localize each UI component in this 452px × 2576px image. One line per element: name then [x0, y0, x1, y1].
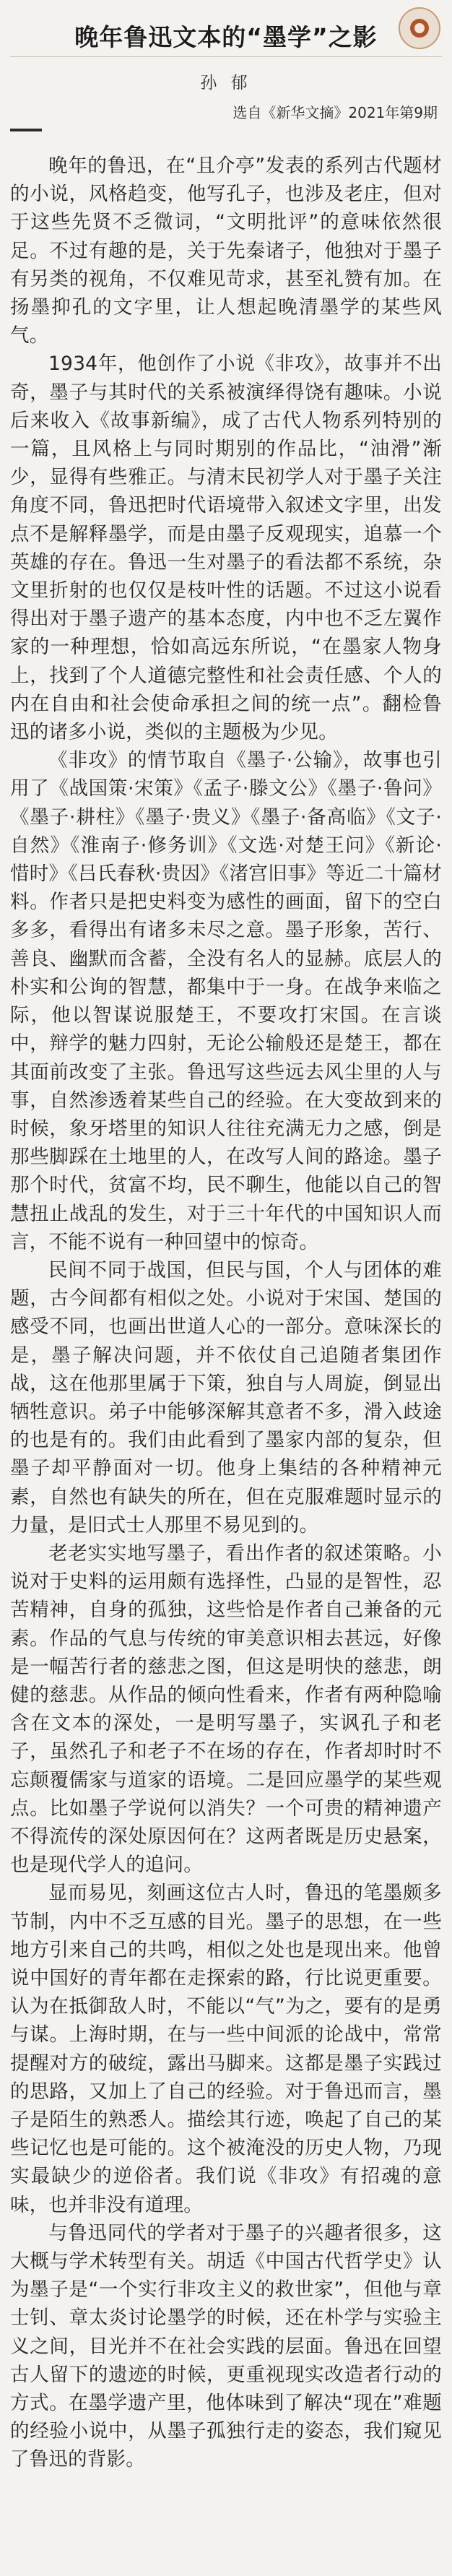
paragraph: 1934年，他创作了小说《非攻》，故事并不出奇，墨子与其时代的关系被演绎得饶有趣味。小说后来收入《故事新编》，成了古代人物系列特别的一篇，且风格上与同时期别的作品比，“油滑”渐少，显得有些雅正。与清末民初学人对于墨子关注角度不同，鲁迅把时代语境带入叙述文字里，出发点不是解释墨学，而是由墨子反观现实，追慕一个英雄的存在。鲁迅一生对墨子的看法都不系统，杂文里折射的也仅仅是枝叶性的话题。不过这小说看得出对于墨子遗产的基本态度，内中也不乏左翼作家的一种理想，恰如高远东所说，“在墨家人物身上，找到了个人道德完整性和社会责任感、个人的内在自由和社会使命承担之间的统一点”。翻检鲁迅的诸多小说，类似的主题极为少见。 — [10, 353, 442, 744]
decorative-seal-icon — [399, 7, 440, 49]
paragraph: 老老实实地写墨子，看出作者的叙述策略。小说对于史料的运用颇有选择性，凸显的是智性，忍苦精神，自身的孤独，这些恰是作者自己兼备的元素。作品的气息与传统的审美意识相去甚远，好像是一幅苦行者的慈悲之图，但这是明快的慈悲，朗健的慈悲。从作品的倾向性看来，作者有两种隐喻含在文本的深处，一是明写墨子，实讽孔子和老子，虽然孔子和老子不在场的存在，作者却时时不忘颠覆儒家与道家的语境。二是回应墨学的某些观点。比如墨子学说何以消失？一个可贵的精神遗产不得流传的深处原因何在？这两者既是历史悬案，也是现代学人的追问。 — [10, 1542, 442, 1877]
paragraph: 《非攻》的情节取自《墨子·公输》，故事也引用了《战国策·宋策》《孟子·滕文公》《墨子·鲁问》《墨子·耕柱》《墨子·贵义》《墨子·备高临》《文子·自然》《淮南子·修务训》《文选·对楚王问》《新论·惜时》《吕氏春秋·贵因》《渚宫旧事》等近二十篇材料。作者只是把史料变为感性的画面，留下的空白多多，看得出有诸多未尽之意。墨子形象，苦行、善良、幽默而含蓄，全没有名人的显赫。底层人的朴实和公询的智慧，都集中于一身。在战争来临之际，他以智谋说服楚王，不要攻打宋国。在言谈中，辩学的魅力四射，无论公输般还是楚王，都在其面前改变了主张。鲁迅写这些远去风尘里的人与事，自然渗透着某些自己的经验。在大变故到来的时候，象牙塔里的知识人往往充满无力之感，倒是那些脚踩在土地里的人，在改写人间的路途。墨子那个时代，贫富不均，民不聊生，他能以自己的智慧扭止战乱的发生，对于三十年代的中国知识人而言，不能不说有一种回望中的惊奇。 — [10, 749, 442, 1253]
paragraph: 与鲁迅同代的学者对于墨子的兴趣者很多，这大概与学术转型有关。胡适《中国古代哲学史》认为墨子是“一个实行非攻主义的救世家”，但他与章士钊、章太炎讨论墨学的时候，还在朴学与实验主义之间，目光并不在社会实践的层面。鲁迅在回望古人留下的遗迹的时候，更重视现实改造者行动的方式。在墨学遗产里，他体味到了解决“现在”难题的经验小说中，从墨子孤独行走的姿态，我们窥见了鲁迅的背影。 — [10, 2221, 442, 2471]
section-divider — [10, 129, 42, 131]
paragraph: 显而易见，刻画这位古人时，鲁迅的笔墨颇多节制，内中不乏互感的目光。墨子的思想，在一些地方引来自己的共鸣，相似之处也是现出来。他曾说中国好的青年都在走探索的路，行比说更重要。认为在抵御敌人时，不能以“气”为之，要有的是勇与谋。上海时期，在与一些中间派的论战中，常常提醒对方的破绽，露出马脚来。这都是墨子实践过的思路，又加上了自己的经验。对于鲁迅而言，墨子是陌生的熟悉人。描绘其行迹，唤起了自己的某些记忆也是可能的。这个被淹没的历史人物，乃现实最缺少的逆俗者。我们说《非攻》有招魂的意味，也并非没有道理。 — [10, 1882, 442, 2216]
paragraph: 晚年的鲁迅，在“且介亭”发表的系列古代题材的小说，风格趋变，他写孔子，也涉及老庄，但对于这些先贤不乏微词，“文明批评”的意味依然很足。不过有趣的是，关于先秦诸子，他独对于墨子有另类的视角，不仅难见苛求，甚至礼赞有加。在扬墨抑孔的文字里，让人想起晚清墨学的某些风气。 — [10, 155, 442, 347]
paragraph: 民间不同于战国，但民与国，个人与团体的难题，古今间都有相似之处。小说对于宋国、楚国的感受不同，也画出世道人心的一部分。意味深长的是，墨子解决问题，并不依仗自己追随者集团作战，这在他那里属于下策，独自与人周旋，倒显出牺牲意识。弟子中能够深解其意者不多，滑入歧途的也是有的。我们由此看到了墨家内部的复杂，但墨子却平静面对一切。他身上集结的各种精神元素，自然也有缺失的所在，但在克服难题时显示的力量，是旧式士人那里不易见到的。 — [10, 1258, 442, 1536]
article-author: 孙 郁 — [200, 74, 252, 92]
article-source: 选自《新华文摘》2021年第9期 — [232, 104, 438, 121]
article-header — [10, 0, 442, 152]
article-body — [10, 152, 442, 2474]
title-divider — [10, 56, 442, 57]
article-title: 晚年鲁迅文本的“墨学”之影 — [74, 23, 378, 51]
